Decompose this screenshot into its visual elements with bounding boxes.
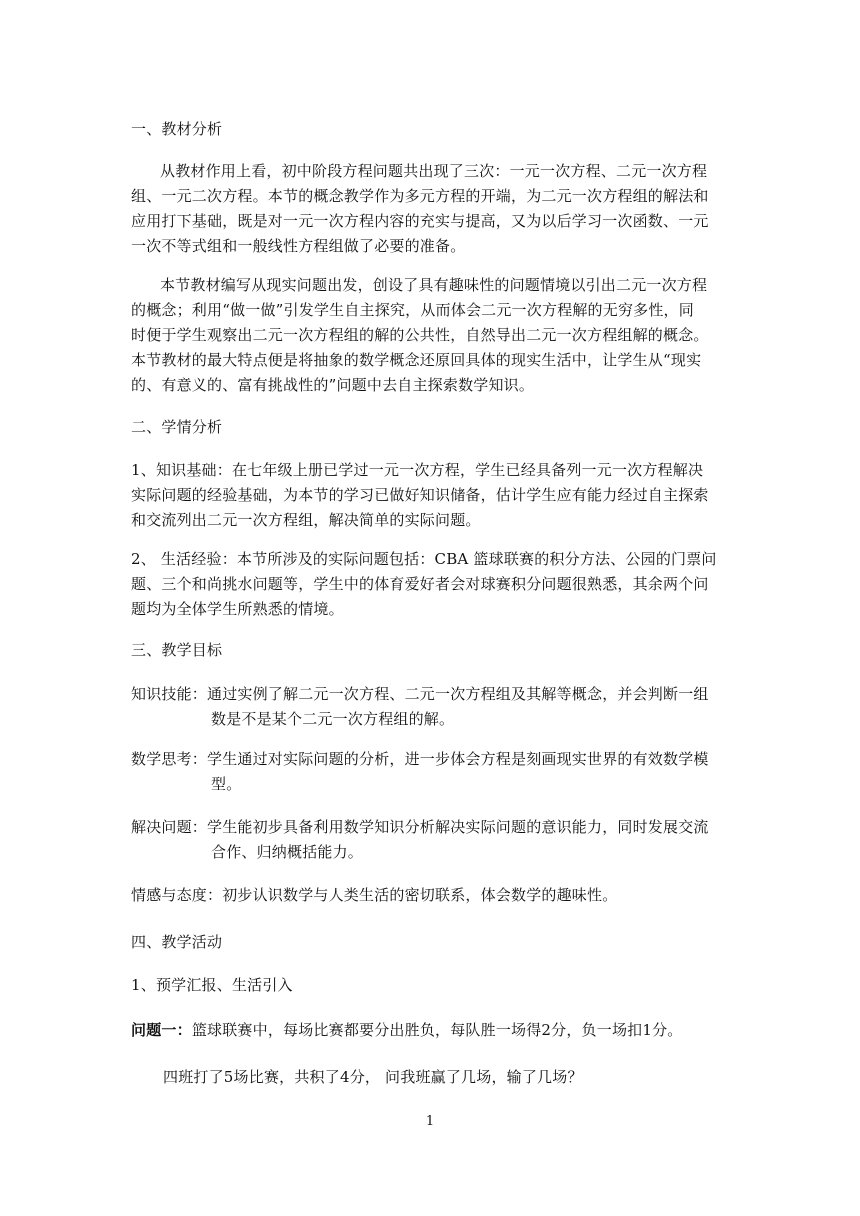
paragraph-line: 本节教材编写从现实问题出发，创设了具有趣味性的问题情境以引出二元一次方程 [160,276,708,294]
goal-line: 解决问题：学生能初步具备利用数学知识分析解决实际问题的意识能力，同时发展交流 [131,818,709,836]
paragraph-line: 的概念；利用“做一做”引发学生自主探究，从而体会二元一次方程解的无穷多性，同 [131,301,694,319]
question-one [131,1020,683,1040]
subsection-heading: 1、预学汇报、生活引入 [131,976,293,994]
goal-line: 数学思考：学生通过对实际问题的分析，进一步体会方程是刻画现实世界的有效数学模 [131,750,709,768]
list-item-line: 题均为全体学生所熟悉的情境。 [131,600,344,618]
paragraph-line: 从教材作用上看，初中阶段方程问题共出现了三次：一元一次方程、二元一次方程 [160,162,708,180]
goal-line: 情感与态度：初步认识数学与人类生活的密切联系，体会数学的趣味性。 [131,886,618,904]
question-continued: 四班打了5场比赛，共积了4分， 问我班赢了几场，输了几场？ [163,1068,583,1086]
list-item-line: 1、知识基础：在七年级上册已学过一元一次方程，学生已经具备列一元一次方程解决 [131,461,704,479]
paragraph-line: 一次不等式组和一般线性方程组做了必要的准备。 [131,237,466,255]
section-heading-teaching-activities: 四、教学活动 [131,933,223,951]
goal-line-continued: 型。 [211,775,242,793]
question-text: 篮球联赛中，每场比赛都要分出胜负，每队胜一场得2分，负一场扣1分。 [191,1021,683,1039]
paragraph-line: 的、有意义的、富有挑战性的”问题中去自主探索数学知识。 [131,376,535,394]
section-heading-textbook-analysis: 一、教材分析 [131,120,223,138]
paragraph-line: 应用打下基础，既是对一元一次方程内容的充实与提高，又为以后学习一次函数、一元 [131,212,709,230]
paragraph-line: 本节教材的最大特点便是将抽象的数学概念还原回具体的现实生活中，让学生从“现实 [131,351,702,369]
section-heading-learner-analysis: 二、学情分析 [131,418,223,436]
question-label: 问题一： [131,1021,192,1039]
list-item-line: 和交流列出二元一次方程组，解决简单的实际问题。 [131,511,481,529]
goal-line-continued: 合作、归纳概括能力。 [211,843,364,861]
goal-line-continued: 数是不是某个二元一次方程组的解。 [211,710,455,728]
list-item-line: 题、三个和尚挑水问题等，学生中的体育爱好者会对球赛积分问题很熟悉，其余两个问 [131,575,709,593]
goal-line: 知识技能：通过实例了解二元一次方程、二元一次方程组及其解等概念，并会判断一组 [131,685,709,703]
paragraph-line: 时便于学生观察出二元一次方程组的解的公共性，自然导出二元一次方程组解的概念。 [131,326,709,344]
paragraph-line: 组、一元二次方程。本节的概念教学作为多元方程的开端，为二元一次方程组的解法和 [131,187,709,205]
list-item-line: 2、 生活经验：本节所涉及的实际问题包括：CBA 篮球联赛的积分方法、公园的门票问 [131,550,717,568]
page-number: 1 [425,1114,435,1129]
section-heading-teaching-goals: 三、教学目标 [131,641,223,659]
list-item-line: 实际问题的经验基础，为本节的学习已做好知识储备，估计学生应有能力经过自主探索 [131,486,709,504]
